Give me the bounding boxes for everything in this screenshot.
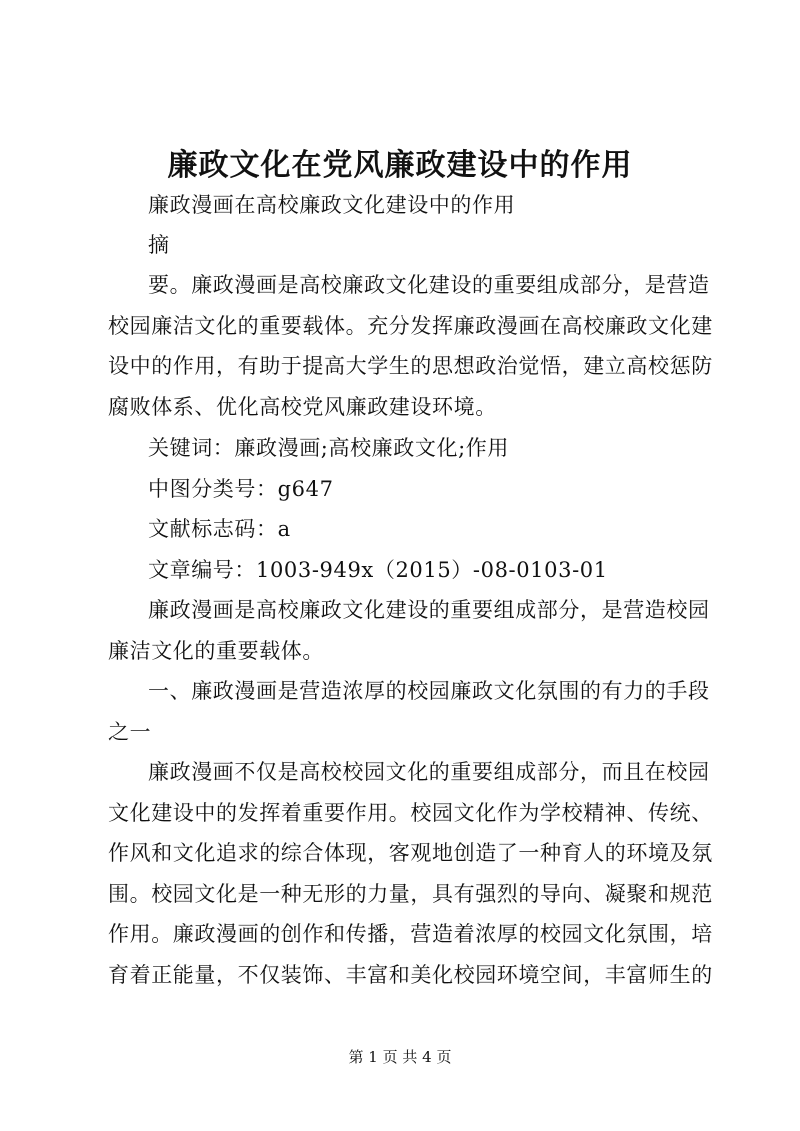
body-paragraph-line-1: 廉政漫画不仅是高校校园文化的重要组成部分，而且在校园	[148, 760, 710, 784]
subtitle-line: 廉政漫画在高校廉政文化建设中的作用	[148, 193, 516, 217]
abstract-line-4: 腐败体系、优化高校党风廉政建设环境。	[108, 395, 497, 419]
body-paragraph-line-3: 作风和文化追求的综合体现，客观地创造了一种育人的环境及氛	[108, 841, 713, 865]
body-paragraph-line-2: 文化建设中的发挥着重要作用。校园文化作为学校精神、传统、	[108, 801, 713, 825]
abstract-label-line: 摘	[148, 233, 170, 257]
keywords-line: 关键词：廉政漫画;高校廉政文化;作用	[148, 436, 509, 460]
body-paragraph-line-6: 育着正能量，不仅装饰、丰富和美化校园环境空间，丰富师生的	[108, 963, 713, 987]
section-heading-line-2: 之一	[108, 720, 152, 744]
body-paragraph-line-5: 作用。廉政漫画的创作和传播，营造着浓厚的校园文化氛围，培	[108, 922, 713, 946]
intro-paragraph-line-2: 廉洁文化的重要载体。	[108, 639, 324, 663]
page-footer: 第 1 页 共 4 页	[348, 1048, 452, 1066]
document-title: 廉政文化在党风廉政建设中的作用	[167, 148, 633, 183]
abstract-line-3: 设中的作用，有助于提高大学生的思想政治觉悟，建立高校惩防	[108, 354, 713, 378]
article-number-line: 文章编号：1003-949x（2015）-08-0103-01	[148, 558, 608, 582]
body-paragraph-line-4: 围。校园文化是一种无形的力量，具有强烈的导向、凝聚和规范	[108, 882, 713, 906]
intro-paragraph-line-1: 廉政漫画是高校廉政文化建设的重要组成部分，是营造校园	[148, 598, 710, 622]
abstract-line-1: 要。廉政漫画是高校廉政文化建设的重要组成部分，是营造	[148, 273, 710, 297]
abstract-line-2: 校园廉洁文化的重要载体。充分发挥廉政漫画在高校廉政文化建	[108, 314, 713, 338]
section-heading-line-1: 一、廉政漫画是营造浓厚的校园廉政文化氛围的有力的手段	[148, 679, 710, 703]
document-code-line: 文献标志码：a	[148, 517, 291, 541]
classification-line: 中图分类号：g647	[148, 477, 334, 501]
